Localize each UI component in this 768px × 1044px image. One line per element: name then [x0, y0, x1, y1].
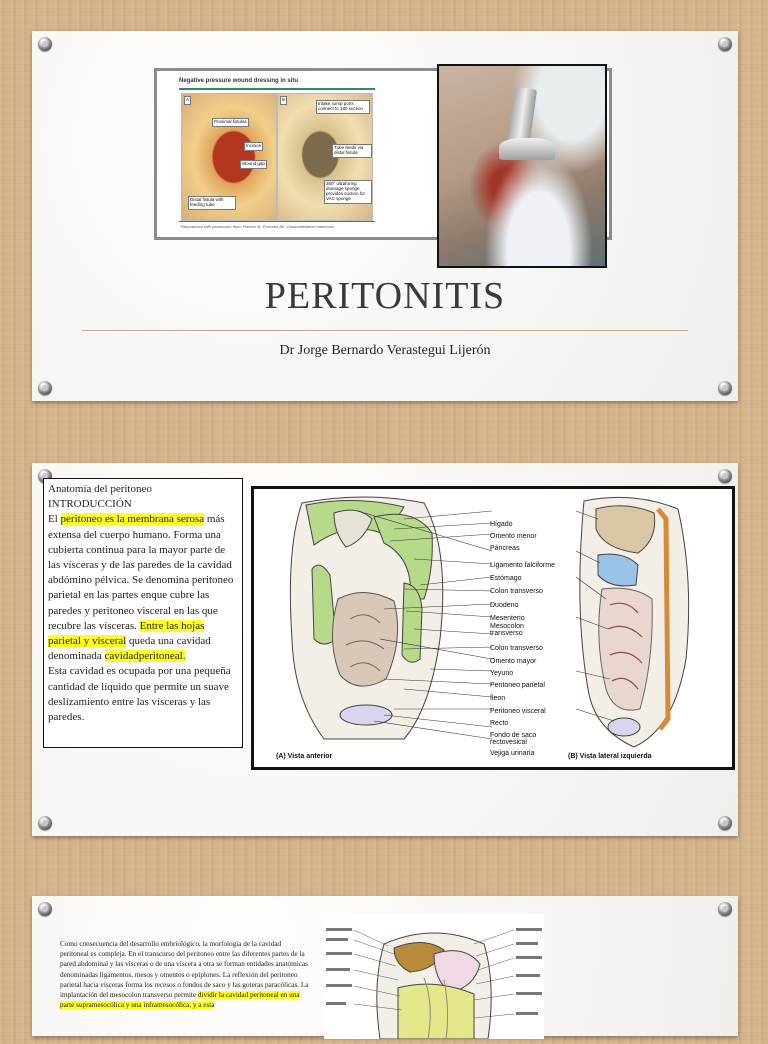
author-name: Dr Jorge Bernardo Verastegui Lijerón	[279, 343, 491, 358]
diagram-label: Ligamento falciforme	[490, 562, 555, 569]
figure-panel-b	[277, 93, 373, 221]
embryology-paragraph	[60, 939, 310, 1010]
diagram-label: Omento menor	[490, 533, 537, 540]
section-subheading: INTRODUCCIÓN	[48, 498, 132, 511]
panel-b-label: Tube feeds via distal fistula	[332, 144, 372, 158]
diagram-label: Páncreas	[490, 545, 520, 552]
diagram-caption-lateral: (B) Vista lateral izquierda	[568, 753, 652, 760]
title-divider	[82, 330, 688, 331]
highlighted-text: Entre las hojas parietal y visceral	[48, 619, 205, 648]
section-heading: Anatomía del peritoneo	[48, 483, 152, 495]
screw-icon	[718, 381, 732, 395]
slide-title: PERITONITIS	[264, 275, 506, 317]
text-run: queda una cavidad denominada	[48, 635, 211, 663]
diagram-label: Mesenterio	[490, 615, 525, 622]
peritoneal-ligaments-diagram	[324, 914, 544, 1039]
panel-a-tag: A	[184, 96, 191, 105]
figure-rule	[179, 88, 375, 90]
screw-icon	[38, 816, 52, 830]
figure-rule	[179, 221, 375, 222]
highlighted-text: cavidadperitoneal.	[104, 650, 186, 663]
highlighted-text: peritoneo es la membrana serosa	[60, 513, 205, 526]
figure-credit: Reproduced with permission from: Fischer M, Evensen AE. Gastrointestinal cutaneous	[181, 224, 335, 229]
diagram-label: Íleon	[490, 695, 506, 702]
panel-b-label: Intake sump ports connect to 180 suction	[316, 100, 370, 114]
diagram-label: Fondo de saco rectovesical	[490, 732, 537, 746]
screw-icon	[718, 902, 732, 916]
figure-panel-a	[181, 93, 277, 221]
panel-b-tag: B	[280, 96, 287, 105]
diagram-label: Colon transverso	[490, 588, 543, 595]
ligaments-illustration	[324, 914, 544, 1039]
highlighted-text: dividir la cavidad peritoneal en una parte supramesocólica y una inframesocólica, y a esta	[60, 991, 300, 1010]
slide-1	[32, 31, 738, 401]
diagram-label: Mesocolon transverso	[490, 623, 524, 637]
text-run: Como consecuencia del desarrollo embriológico, la morfología de la cavidad peritoneal es compleja. En el transcurso del peritoneo entre las diferentes partes de la pared abdominal y las vísceras o de una víscera a otra se forman entidades anatómicas denominadas ligamentos, mesos y omentos o epiplones. La reflexión del peritoneo parietal hacia vísceras forma los recesos o fondos de saco y las goteras paracólicas. La implantación del mesocolon transverso permite	[60, 940, 309, 1000]
diagram-caption-anterior: (A) Vista anterior	[276, 753, 333, 760]
panel-a-label: Wound gap	[240, 160, 267, 169]
intro-text-box	[43, 478, 243, 748]
diagram-label: Yeyuno	[490, 670, 514, 677]
screw-icon	[718, 37, 732, 51]
diagram-label: Omento mayor	[490, 658, 537, 665]
screw-icon	[38, 381, 52, 395]
figure-caption: Negative pressure wound dressing in situ	[179, 78, 299, 84]
diagram-label: Vejiga urinaria	[490, 750, 535, 757]
diagram-label: Recto	[490, 720, 509, 727]
intro-paragraph	[48, 512, 238, 664]
panel-a-label: Distal fistula with feeding tube	[188, 196, 236, 210]
diagram-label: Duodeno	[490, 602, 519, 609]
screw-icon	[718, 469, 732, 483]
diagram-label: Estómago	[490, 575, 522, 582]
slide-3	[32, 896, 738, 1036]
cavity-paragraph: Esta cavidad es ocupada por una pequeña cantidad de líquido que permite un suave deslizamiento entre las vísceras y las paredes.	[48, 665, 231, 724]
diagram-label: Colon transverso	[490, 645, 543, 652]
retractor-blade-shape	[499, 138, 555, 160]
panel-a-label: Proximal fistulas	[212, 118, 249, 127]
diagram-label: Hígado	[490, 521, 513, 528]
diagram-label: Peritoneo parietal	[490, 682, 545, 689]
text-run: El	[48, 513, 61, 526]
panel-a-label: Incision	[244, 142, 263, 151]
text-run: más extensa del cuerpo humano. Forma una cubierta continua para la mayor parte de las vísceras y de las paredes de la cavidad abdómino pélvica. Se denomina peritoneo parietal en las partes enque cubre las paredes y peritoneo visceral en las que recubre las vísceras.	[48, 513, 234, 632]
screw-icon	[38, 37, 52, 51]
slide-2	[32, 463, 738, 836]
screw-icon	[718, 816, 732, 830]
peritoneum-anatomy-diagram	[251, 486, 735, 770]
surgery-photo	[437, 64, 607, 268]
panel-b-label: 360° ultraforing drainage sponge provides suction for VAC sponge	[324, 180, 372, 204]
diagram-label: Peritoneo visceral	[490, 708, 546, 715]
wound-dressing-figure	[161, 75, 437, 233]
screw-icon	[38, 902, 52, 916]
